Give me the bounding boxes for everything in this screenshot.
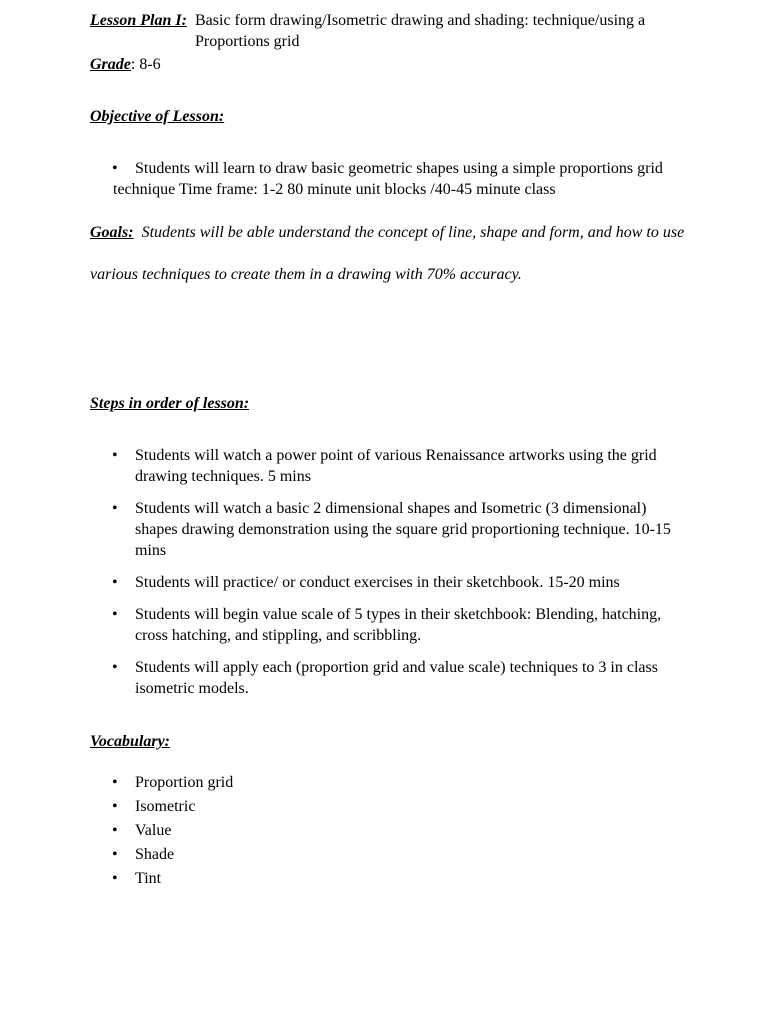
list-item [90,820,690,841]
bullet-icon: • [112,822,118,839]
bullet-icon: • [112,500,118,517]
vocab-term: Shade [135,846,175,863]
bullet-icon: • [112,870,118,887]
list-item [90,844,690,865]
objective-list [90,158,690,200]
goals-text: Students will be able understand the concept of line, shape and form, and how to use various techniques to create them in a drawing with 70% accuracy. [90,224,685,283]
steps-list [90,445,690,710]
list-item [90,657,690,699]
list-item [90,772,690,793]
vocab-term: Proportion grid [135,774,234,791]
steps-heading: Steps in order of lesson: [90,395,250,412]
step-text: Students will watch a basic 2 dimensional shapes and Isometric (3 dimensional) shapes drawing demonstration using the square grid proportioning technique. 10-15 mins [135,500,671,559]
bullet-icon: • [112,574,118,591]
list-item [90,445,690,487]
step-text: Students will practice/ or conduct exercises in their sketchbook. 15-20 mins [135,574,620,591]
goals-label: Goals: [90,224,134,241]
bullet-icon: • [112,846,118,863]
lesson-plan-label: Lesson Plan I: [90,12,187,29]
list-item [90,796,690,817]
step-text: Students will apply each (proportion grid and value scale) techniques to 3 in class isometric models. [135,659,658,697]
list-item [90,498,690,561]
bullet-icon: • [112,774,118,791]
grade-value: : 8-6 [130,56,161,73]
objective-heading: Objective of Lesson: [90,108,225,125]
list-item [90,868,690,889]
lesson-title: Basic form drawing/Isometric drawing and shading: technique/using a Proportions grid [195,12,646,50]
step-text: Students will begin value scale of 5 types in their sketchbook: Blending, hatching, cross hatching, and stippling, and scribbling. [135,606,662,644]
bullet-icon: • [112,659,118,676]
grade-line [90,54,161,75]
grade-label: Grade [90,56,131,73]
vocab-term: Tint [135,870,162,887]
vocabulary-list [90,772,690,892]
bullet-icon: • [112,798,118,815]
bullet-icon: • [112,447,118,464]
bullet-icon: • [112,160,118,177]
goals-paragraph [90,212,690,296]
objective-line-1: Students will learn to draw basic geometric shapes using a simple proportions grid [135,160,663,177]
vocab-term: Isometric [135,798,196,815]
vocabulary-heading: Vocabulary: [90,733,170,750]
vocab-term: Value [135,822,172,839]
list-item [90,604,690,646]
list-item [90,158,690,200]
objective-line-2: technique Time frame: 1-2 80 minute unit blocks /40-45 minute class [113,181,556,198]
bullet-icon: • [112,606,118,623]
list-item [90,572,690,593]
step-text: Students will watch a power point of various Renaissance artworks using the grid drawing techniques. 5 mins [135,447,657,485]
